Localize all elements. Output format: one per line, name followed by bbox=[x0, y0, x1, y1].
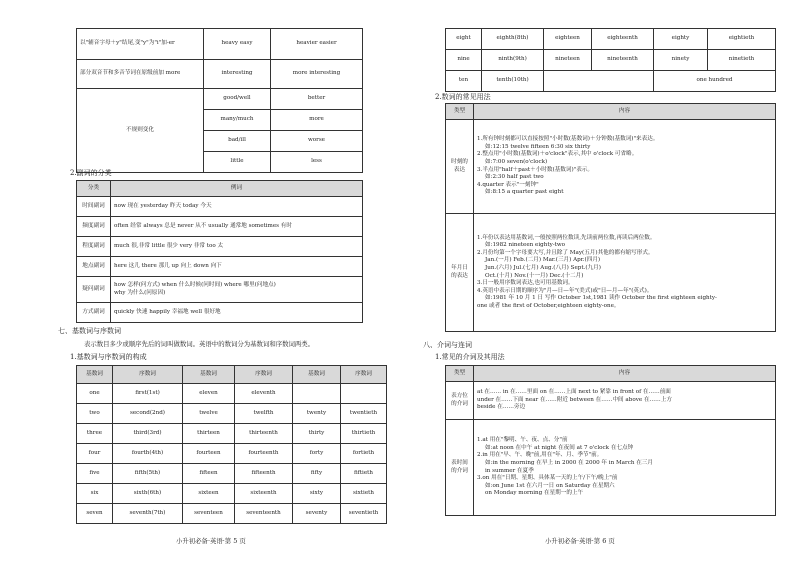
table-row bbox=[446, 29, 776, 50]
content-line: 1.年份以表达用基数词,一般按照两位数读,先读前两位数,再读后两位数。 bbox=[477, 234, 656, 241]
ordinal-cell: fifteenth bbox=[235, 464, 293, 484]
ordinal-cell: seventh(7th) bbox=[113, 504, 183, 524]
content-line: 如:1981 年 10 月 1 日 写作 October 1st,1981 读作 October the first eighteen eighty- bbox=[485, 295, 717, 302]
content-line: 如:on June 1st 在六月一日 on Saturday 在星期六 bbox=[485, 482, 615, 489]
ordinal-cell: ninth(9th) bbox=[482, 50, 544, 71]
ordinal-cell: twelfth bbox=[235, 404, 293, 424]
table-row bbox=[77, 237, 363, 257]
content-line: 如:in the morning 在早上 in 2000 在 2000 年 in March 在三月 bbox=[485, 459, 653, 466]
table-row bbox=[77, 60, 363, 89]
examples-cell: much 很,非常 little 很少 very 非常 too 太 bbox=[111, 237, 363, 257]
content-line: 如:8:15 a quarter past eight bbox=[485, 189, 564, 196]
content-cell bbox=[474, 420, 776, 516]
category-cell: 地点副词 bbox=[77, 257, 111, 277]
rule-cell: 部分双音节和多音节词在原级前加 more bbox=[77, 60, 204, 89]
examples-cell: here 这儿 there 那儿 up 向上 down 向下 bbox=[111, 257, 363, 277]
ordinal-cell: nineteenth bbox=[592, 50, 654, 71]
table-header-row bbox=[446, 366, 776, 382]
numeral-intro: 表示数目多少或顺序先后的词叫做数词。英语中的数词分为基数词和序数词两类。 bbox=[84, 340, 315, 348]
table-row bbox=[77, 277, 363, 303]
cardinal-cell: thirteen bbox=[183, 424, 235, 444]
content-line: 如:2:30 half past two bbox=[485, 174, 544, 181]
content-line: Jun.(六月) Jul.(七月) Aug.(八月) Sept.(九月) bbox=[485, 264, 601, 271]
cardinal-cell: eleven bbox=[183, 384, 235, 404]
content-line: 3.on 用在"日期、星期、具体某一天的上午/下午/晚上"前 bbox=[477, 475, 618, 482]
table-row bbox=[446, 50, 776, 71]
column-header: 基数词 bbox=[77, 366, 113, 384]
base-cell: bad/ill bbox=[204, 131, 271, 152]
adverb-table bbox=[76, 180, 363, 323]
content-line: on Monday morning 在星期一的上午 bbox=[485, 490, 584, 497]
page-footer: 小升初必备·英语·第 6 页 bbox=[545, 537, 615, 545]
ordinal-cell: fourteenth bbox=[235, 444, 293, 464]
examples-cell: now 现在 yesterday 昨天 today 今天 bbox=[111, 197, 363, 217]
cardinal-cell: three bbox=[77, 424, 113, 444]
table-row bbox=[446, 214, 776, 332]
cardinal-cell: fifteen bbox=[183, 464, 235, 484]
base-cell: interesting bbox=[204, 60, 271, 89]
base-cell: heavy easy bbox=[204, 29, 271, 60]
ordinal-cell: tenth(10th) bbox=[482, 71, 544, 92]
empty-cell bbox=[544, 71, 654, 92]
ordinal-cell: sixth(6th) bbox=[113, 484, 183, 504]
cardinal-cell: ten bbox=[446, 71, 482, 92]
base-cell: little bbox=[204, 152, 271, 173]
table-row bbox=[446, 71, 776, 92]
ordinal-cell: fiftieth bbox=[341, 464, 387, 484]
content-line: 3.半点用"half＋past＋小时数(基数词)"表示。 bbox=[477, 166, 593, 173]
cardinal-cell: seventy bbox=[293, 504, 341, 524]
cardinal-cell: eight bbox=[446, 29, 482, 50]
cardinal-cell: sixteen bbox=[183, 484, 235, 504]
ordinal-cell: ninetieth bbox=[708, 50, 776, 71]
content-line: 3.日一般用序数词表达,也可用基数词。 bbox=[477, 280, 574, 287]
content-cell bbox=[474, 214, 776, 332]
comparative-cell: worse bbox=[271, 131, 363, 152]
ordinal-cell bbox=[341, 384, 387, 404]
content-line: 如:1982 nineteen eighty-two bbox=[485, 242, 566, 249]
column-header: 内容 bbox=[474, 104, 776, 120]
cardinal-cell: fifty bbox=[293, 464, 341, 484]
preposition-table bbox=[445, 365, 776, 516]
ordinal-cell: sixteenth bbox=[235, 484, 293, 504]
content-line: beside 在……旁边 bbox=[477, 404, 526, 411]
cardinal-cell: two bbox=[77, 404, 113, 424]
column-header: 内容 bbox=[474, 366, 776, 382]
ordinal-cell: seventieth bbox=[341, 504, 387, 524]
examples-cell: quickly 快速 happily 幸福地 well 很好地 bbox=[111, 303, 363, 323]
column-header: 例词 bbox=[111, 181, 363, 197]
table-row bbox=[77, 303, 363, 323]
content-line: 2.整点用"小时数(基数词)＋o'clock"表示,其中 o'clock 可省略。 bbox=[477, 151, 638, 158]
table-header-row bbox=[77, 181, 363, 197]
cardinal-cell: one hundred bbox=[654, 71, 776, 92]
cardinal-cell: seventeen bbox=[183, 504, 235, 524]
page-footer: 小升初必备·英语·第 5 页 bbox=[176, 537, 246, 545]
cardinal-cell: nine bbox=[446, 50, 482, 71]
content-line: 如:at noon 在中午 at night 在夜间 at 7 o'clock 在七点钟 bbox=[485, 444, 634, 451]
cardinal-cell: eighty bbox=[654, 29, 708, 50]
ordinal-cell: thirtieth bbox=[341, 424, 387, 444]
ordinal-cell: seventeenth bbox=[235, 504, 293, 524]
base-cell: many/much bbox=[204, 110, 271, 131]
ordinal-cell: sixtieth bbox=[341, 484, 387, 504]
cardinal-cell: twenty bbox=[293, 404, 341, 424]
column-header: 序数词 bbox=[235, 366, 293, 384]
examples-cell: often 经常 always 总是 never 从不 usually 通常地 sometimes 有时 bbox=[111, 217, 363, 237]
content-line: 1.所有钟时刻都可以直接按照"小时数(基数词)＋分钟数(基数词)"来表达。 bbox=[477, 136, 659, 143]
cardinal-cell: forty bbox=[293, 444, 341, 464]
examples-line: how 怎样(问方式) when 什么时候(问时间) where 哪里(问地点) bbox=[114, 281, 276, 288]
right-page bbox=[397, 0, 794, 562]
column-header: 类型 bbox=[446, 104, 474, 120]
cardinal-cell: seven bbox=[77, 504, 113, 524]
ordinal-cell: eighteenth bbox=[592, 29, 654, 50]
category-cell: 频度副词 bbox=[77, 217, 111, 237]
irregular-label: 不规则变化 bbox=[77, 89, 204, 173]
column-header: 序数词 bbox=[341, 366, 387, 384]
cardinal-cell: twelve bbox=[183, 404, 235, 424]
ordinal-cell: eightieth bbox=[708, 29, 776, 50]
type-cell: 表时间的介词 bbox=[446, 420, 474, 516]
table-row bbox=[77, 424, 387, 444]
table-row bbox=[77, 444, 387, 464]
cardinal-cell: ninety bbox=[654, 50, 708, 71]
table-row bbox=[446, 120, 776, 214]
ordinal-cell: third(3rd) bbox=[113, 424, 183, 444]
table-row bbox=[77, 384, 387, 404]
table-row bbox=[77, 197, 363, 217]
base-cell: good/well bbox=[204, 89, 271, 110]
ordinal-cell: first(1st) bbox=[113, 384, 183, 404]
table-row bbox=[77, 217, 363, 237]
type-cell: 年月日的表达 bbox=[446, 214, 474, 332]
cardinal-cell: four bbox=[77, 444, 113, 464]
comparative-cell: less bbox=[271, 152, 363, 173]
table-row bbox=[77, 464, 387, 484]
table-row bbox=[77, 404, 387, 424]
cardinal-cell: nineteen bbox=[544, 50, 592, 71]
cardinal-cell: fourteen bbox=[183, 444, 235, 464]
table-row bbox=[77, 484, 387, 504]
table-row bbox=[77, 504, 387, 524]
column-header: 分类 bbox=[77, 181, 111, 197]
examples-line: why 为什么(问原因) bbox=[114, 289, 166, 296]
content-line: in summer 在夏季 bbox=[485, 467, 534, 474]
comparative-cell: more bbox=[271, 110, 363, 131]
cardinal-cell: six bbox=[77, 484, 113, 504]
table-header-row bbox=[446, 104, 776, 120]
ordinal-cell: second(2nd) bbox=[113, 404, 183, 424]
content-line: 4.英语中表示日期的顺序为"月—日—年"(美式)或"日—月—年"(英式)。 bbox=[477, 287, 653, 294]
column-header: 基数词 bbox=[293, 366, 341, 384]
preposition-section-title: 八、介词与连词 bbox=[423, 341, 472, 349]
column-header: 类型 bbox=[446, 366, 474, 382]
cardinal-cell: thirty bbox=[293, 424, 341, 444]
numeral-section-title: 七、基数词与序数词 bbox=[58, 327, 121, 335]
content-line: under 在……下面 near 在……附近 between 在……中间 above 在……上方 bbox=[477, 396, 672, 403]
numeral-table-continued bbox=[445, 28, 776, 92]
numeral-usage-table bbox=[445, 103, 776, 332]
content-line: at 在…… in 在……里面 on 在……上面 next to 紧靠 in front of 在……前面 bbox=[477, 389, 671, 396]
table-row bbox=[77, 89, 363, 110]
content-line: 如:12:15 twelve fifteen 6:30 six thirty bbox=[485, 143, 591, 150]
content-line: 1.at 用在"黎明、午、夜、点、分"前 bbox=[477, 437, 568, 444]
table-row bbox=[446, 420, 776, 516]
ordinal-cell: thirteenth bbox=[235, 424, 293, 444]
ordinal-cell: fifth(5th) bbox=[113, 464, 183, 484]
comparative-cell: more interesting bbox=[271, 60, 363, 89]
content-line: one 或者 the first of October,eighteen eighty-one。 bbox=[477, 302, 620, 309]
content-cell bbox=[474, 120, 776, 214]
content-line: Oct.(十月) Nov.(十一月) Dec.(十二月) bbox=[485, 272, 584, 279]
content-line: 4.quarter 表示"一刻钟" bbox=[477, 181, 539, 188]
column-header: 序数词 bbox=[113, 366, 183, 384]
examples-cell bbox=[111, 277, 363, 303]
table-row bbox=[77, 257, 363, 277]
type-cell: 表方位的介词 bbox=[446, 382, 474, 420]
adjective-comparison-table bbox=[76, 28, 363, 173]
cardinal-cell bbox=[293, 384, 341, 404]
ordinal-cell: twentieth bbox=[341, 404, 387, 424]
ordinal-cell: fortieth bbox=[341, 444, 387, 464]
table-header-row bbox=[77, 366, 387, 384]
adverb-heading: 2.副词的分类 bbox=[70, 169, 112, 177]
table-row bbox=[77, 29, 363, 60]
content-cell bbox=[474, 382, 776, 420]
rule-cell: 以"辅音字母＋y"结尾,变"y"为"i"加-er bbox=[77, 29, 204, 60]
preposition-heading: 1.常见的介词及其用法 bbox=[435, 353, 505, 361]
category-cell: 程度副词 bbox=[77, 237, 111, 257]
cardinal-cell: eighteen bbox=[544, 29, 592, 50]
cardinal-cell: five bbox=[77, 464, 113, 484]
content-line: Jan.(一月) Feb.(二月) Mar.(三月) Apr.(四月) bbox=[485, 257, 601, 264]
ordinal-cell: eleventh bbox=[235, 384, 293, 404]
comparative-cell: better bbox=[271, 89, 363, 110]
ordinal-cell: eighth(8th) bbox=[482, 29, 544, 50]
ordinal-cell: fourth(4th) bbox=[113, 444, 183, 464]
category-cell: 时间副词 bbox=[77, 197, 111, 217]
numeral-table bbox=[76, 365, 387, 524]
cardinal-cell: sixty bbox=[293, 484, 341, 504]
table-row bbox=[446, 382, 776, 420]
usage-heading: 2.数词的常见用法 bbox=[435, 93, 491, 101]
type-cell: 时刻的表达 bbox=[446, 120, 474, 214]
content-line: 2.月份均第一个字母要大写,并且除了 May(五月)其他的都有缩写形式。 bbox=[477, 249, 654, 256]
cardinal-cell: one bbox=[77, 384, 113, 404]
column-header: 基数词 bbox=[183, 366, 235, 384]
numeral-heading: 1.基数词与序数词的构成 bbox=[70, 353, 147, 361]
content-line: 如:7:00 seven(o'clock) bbox=[485, 158, 548, 165]
category-cell: 疑问副词 bbox=[77, 277, 111, 303]
content-line: 2.in 用在"早、午、晚"前,用在"年、月、季节"前。 bbox=[477, 452, 603, 459]
comparative-cell: heavier easier bbox=[271, 29, 363, 60]
category-cell: 方式副词 bbox=[77, 303, 111, 323]
